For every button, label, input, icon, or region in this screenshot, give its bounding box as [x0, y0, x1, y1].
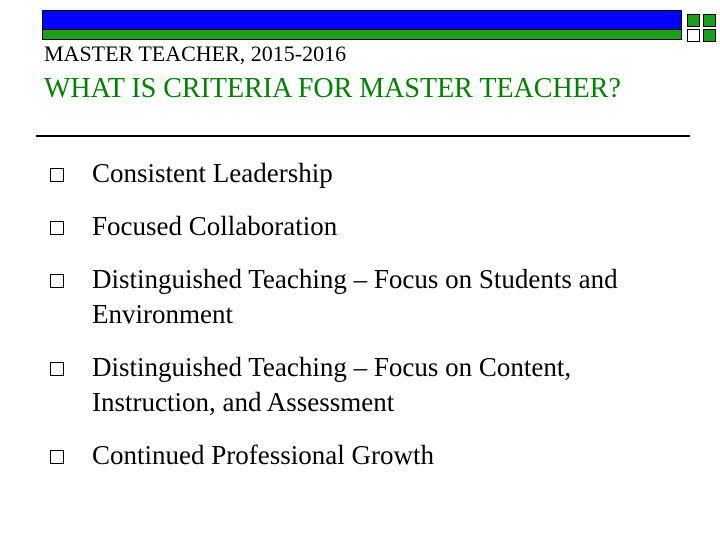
title-divider [36, 135, 690, 137]
slide-subtitle: MASTER TEACHER, 2015-2016 [44, 41, 347, 66]
corner-square-decoration [687, 14, 700, 27]
bullet-text: Distinguished Teaching – Focus on Content, Instruction, and Assessment [92, 352, 572, 417]
corner-square-decoration [703, 29, 716, 42]
bullet-item [50, 209, 690, 244]
bullet-text: Consistent Leadership [92, 158, 333, 188]
square-bullet-icon [50, 362, 64, 376]
corner-square-decoration [703, 14, 716, 27]
square-bullet-icon [50, 221, 64, 235]
top-decorative-bar [42, 10, 682, 30]
square-bullet-icon [50, 450, 64, 464]
bullet-item [50, 156, 690, 191]
bullet-list [50, 156, 690, 491]
slide-title: WHAT IS CRITERIA FOR MASTER TEACHER? [44, 73, 621, 104]
top-decorative-stripe [42, 30, 682, 40]
bullet-item [50, 262, 690, 332]
corner-square-decoration [687, 29, 700, 42]
square-bullet-icon [50, 274, 64, 288]
bullet-item [50, 438, 690, 473]
bullet-item [50, 350, 690, 420]
bullet-text: Continued Professional Growth [92, 440, 434, 470]
bullet-text: Focused Collaboration [92, 211, 338, 241]
square-bullet-icon [50, 168, 64, 182]
bullet-text: Distinguished Teaching – Focus on Students and Environment [92, 264, 618, 329]
